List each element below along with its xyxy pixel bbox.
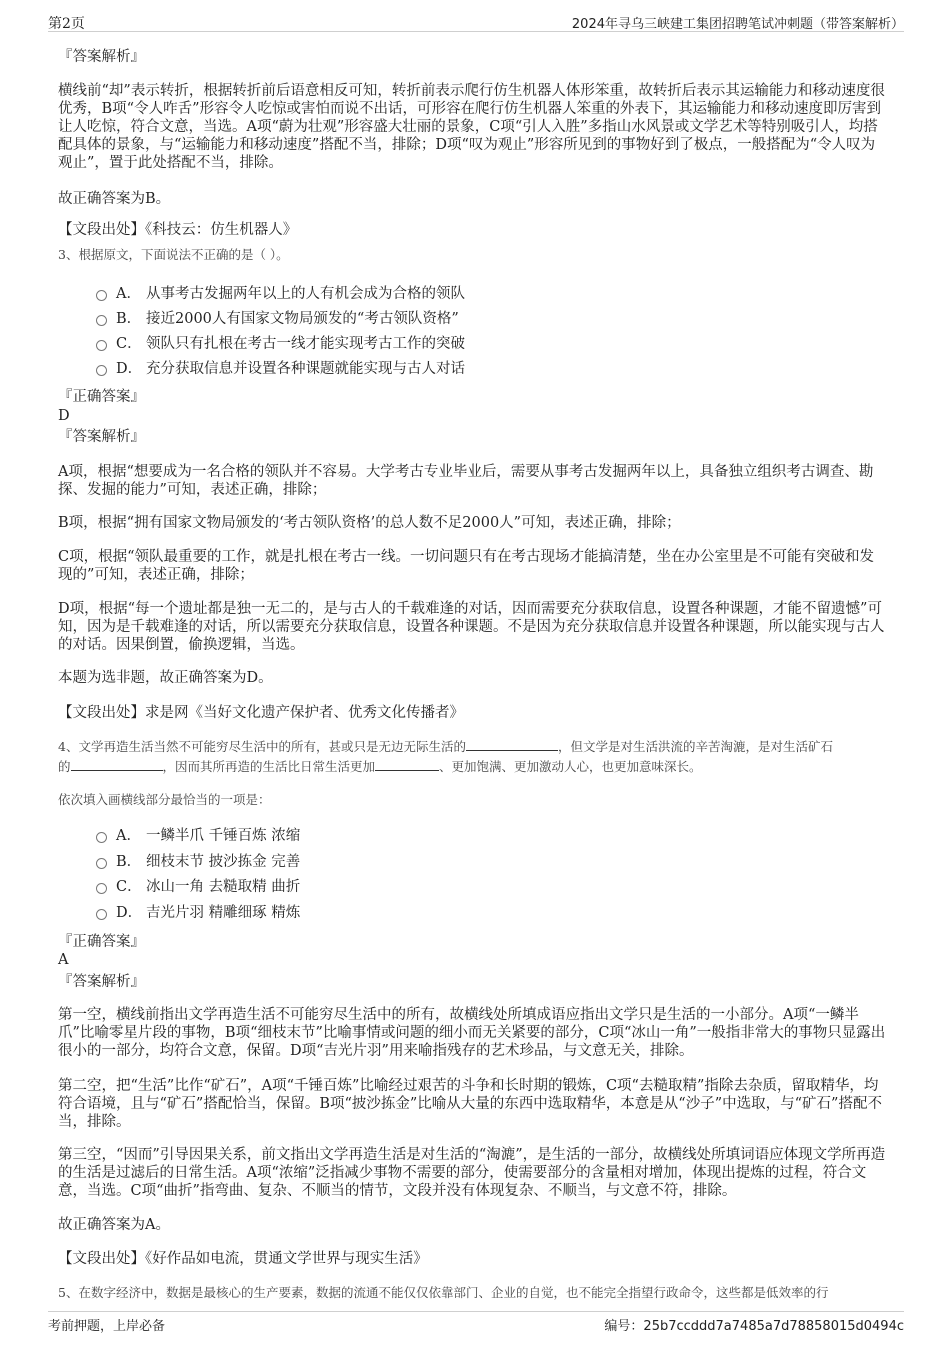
option-letter: C． (116, 336, 142, 352)
q4-stem-part: ，但文学是对生活洪流的辛苦淘漉，是对生活矿石 (557, 739, 833, 754)
q3-stem: 3、根据原文，下面说法不正确的是（ ）。 (58, 247, 289, 262)
radio-icon[interactable] (96, 858, 107, 869)
q3-analysis-label: 『答案解析』 (58, 429, 145, 445)
q4-stem-part: 、更加饱满、更加激动人心，也更加意味深长。 (439, 759, 702, 774)
radio-icon[interactable] (96, 365, 107, 376)
q3-analysis-b: B项，根据“拥有国家文物局颁发的‘考古领队资格’的总人数不足2000人”可知，表述正确，排除； (58, 515, 681, 531)
option-text: 冰山一角 去糙取精 曲折 (146, 879, 301, 895)
page-footer (48, 1311, 904, 1335)
q3-answer-label: 『正确答案』 (58, 389, 145, 405)
q3-source: 【文段出处】求是网《当好文化遗产保护者、优秀文化传播者》 (58, 705, 464, 721)
page-header (48, 12, 904, 32)
option-letter: B． (116, 854, 142, 870)
option-letter: A． (116, 828, 141, 844)
option-letter: D． (116, 905, 143, 921)
q4-source: 【文段出处】《好作品如电流，贯通文学世界与现实生活》 (58, 1251, 428, 1267)
radio-icon[interactable] (96, 290, 107, 301)
q4-answer-label: 『正确答案』 (58, 934, 145, 950)
q3-analysis-a: A项，根据“想要成为一名合格的领队并不容易。大学考古专业毕业后，需要从事考古发掘两年以上，具备独立组织考古调查、勘探、发掘的能力”可知，表述正确，排除； (58, 464, 874, 498)
q4-conclusion: 故正确答案为A。 (58, 1217, 170, 1233)
radio-icon[interactable] (96, 340, 107, 351)
q2-conclusion: 故正确答案为B。 (58, 191, 171, 207)
document-code: 编号：25b7ccddd7a7485a7d78858015d0494c (604, 1319, 904, 1334)
q3-option-c[interactable] (96, 334, 465, 354)
q3-analysis-d: D项，根据“每一个遗址都是独一无二的，是与古人的千载难逢的对话，因而需要充分获取信息，设置各种课题，才能不留遗憾”可知，因为是千载难逢的对话，所以需要充分获取信息，设置各种课题。不是因为充分获取信息并设置各种课题，所以能实现与古人的对话。因果倒置，偷换逻辑，当选。 (58, 601, 885, 653)
q3-option-a[interactable] (96, 284, 465, 304)
q3-answer: D (58, 408, 70, 424)
q3-option-b[interactable] (96, 309, 459, 329)
option-letter: A． (116, 286, 141, 302)
q3-conclusion: 本题为选非题，故正确答案为D。 (58, 670, 273, 686)
blank-1 (466, 738, 558, 751)
q4-analysis-1: 第一空，横线前指出文学再造生活不可能穷尽生活中的所有，故横线处所填成语应指出文学只是生活的一小部分。A项“一鳞半爪”比喻零星片段的事物，B项“细枝末节”比喻事情或问题的细小而无关紧要的部分，C项“冰山一角”一般指非常大的事物只显露出很小的一部分，均符合文意，保留。D项“吉光片羽”用来喻指残存的艺术珍品，与文意无关，排除。 (58, 1007, 886, 1059)
q4-stem-part: 4、文学再造生活当然不可能穷尽生活中的所有，甚或只是无边无际生活的 (58, 739, 466, 754)
q4-option-c[interactable] (96, 877, 300, 897)
option-letter: C． (116, 879, 142, 895)
q3-option-d[interactable] (96, 359, 465, 379)
q4-prompt: 依次填入画横线部分最恰当的一项是： (58, 792, 271, 807)
option-text: 吉光片羽 精雕细琢 精炼 (146, 905, 301, 921)
q5-stem: 5、在数字经济中，数据是最核心的生产要素，数据的流通不能仅仅依靠部门、企业的自觉，也不能完全指望行政命令，这些都是低效率的行 (58, 1285, 829, 1300)
q4-option-d[interactable] (96, 903, 300, 923)
option-text: 充分获取信息并设置各种课题就能实现与古人对话 (146, 361, 465, 377)
radio-icon[interactable] (96, 832, 107, 843)
q4-stem-part: ，因而其所再造的生活比日常生活更加 (162, 759, 376, 774)
q3-analysis-c: C项，根据“领队最重要的工作，就是扎根在考古一线。一切问题只有在考古现场才能搞清楚，坐在办公室里是不可能有突破和发现的”可知，表述正确，排除； (58, 549, 875, 583)
option-text: 细枝末节 披沙拣金 完善 (146, 854, 301, 870)
option-text: 接近2000人有国家文物局颁发的“考古领队资格” (146, 311, 459, 327)
option-text: 领队只有扎根在考古一线才能实现考古工作的突破 (146, 336, 465, 352)
option-text: 一鳞半爪 千锤百炼 浓缩 (146, 828, 301, 844)
option-letter: D． (116, 361, 143, 377)
q2-analysis-text: 横线前“却”表示转折，根据转折前后语意相反可知，转折前表示爬行仿生机器人体形笨重，故转折后表示其运输能力和移动速度很优秀，B项“令人咋舌”形容令人吃惊或害怕而说不出话，可形容在爬行仿生机器人笨重的外表下，其运输能力和移动速度即厉害到让人吃惊，符合文意，当选。A项“蔚为壮观”形容盛大壮丽的景象，C项“引人入胜”多指山水风景或文学艺术等特别吸引人，均搭配具体的景象，与“运输能力和移动速度”搭配不当，排除；D项“叹为观止”形容所见到的事物好到了极点，一般搭配为“令人叹为观止”，置于此处搭配不当，排除。 (58, 83, 885, 171)
option-letter: B． (116, 311, 142, 327)
q4-option-b[interactable] (96, 852, 300, 872)
q4-stem (58, 737, 898, 777)
radio-icon[interactable] (96, 909, 107, 920)
option-text: 从事考古发掘两年以上的人有机会成为合格的领队 (146, 286, 465, 302)
q4-analysis-3: 第三空，“因而”引导因果关系，前文指出文学再造生活是对生活的“淘漉”，是生活的一部分，故横线处所填词语应体现文学所再造的生活是过滤后的日常生活。A项“浓缩”泛指减少事物不需要的部分，使需要部分的含量相对增加，体现出提炼的过程，符合文意，当选。C项“曲折”指弯曲、复杂、不顺当的情节，文段并没有体现复杂、不顺当，与文意不符，排除。 (58, 1147, 886, 1199)
radio-icon[interactable] (96, 315, 107, 326)
page-number: 第2页 (48, 16, 85, 32)
q4-answer: A (58, 952, 69, 968)
q2-source: 【文段出处】《科技云：仿生机器人》 (58, 222, 298, 238)
q2-analysis-label: 『答案解析』 (58, 49, 145, 65)
q4-analysis-label: 『答案解析』 (58, 974, 145, 990)
blank-2 (71, 758, 163, 771)
blank-3 (375, 758, 439, 771)
footer-slogan: 考前押题，上岸必备 (48, 1319, 166, 1334)
document-title: 2024年寻乌三峡建工集团招聘笔试冲刺题（带答案解析） (571, 17, 904, 32)
q4-analysis-2: 第二空，把“生活”比作“矿石”，A项“千锤百炼”比喻经过艰苦的斗争和长时期的锻炼，C项“去糙取精”指除去杂质，留取精华，均符合语境，且与“矿石”搭配恰当，保留。B项“披沙拣金”比喻从大量的东西中选取精华，本意是从“沙子”中选取，与“矿石”搭配不当，排除。 (58, 1078, 882, 1130)
q4-option-a[interactable] (96, 826, 300, 846)
radio-icon[interactable] (96, 883, 107, 894)
q4-stem-part: 的 (58, 759, 71, 774)
